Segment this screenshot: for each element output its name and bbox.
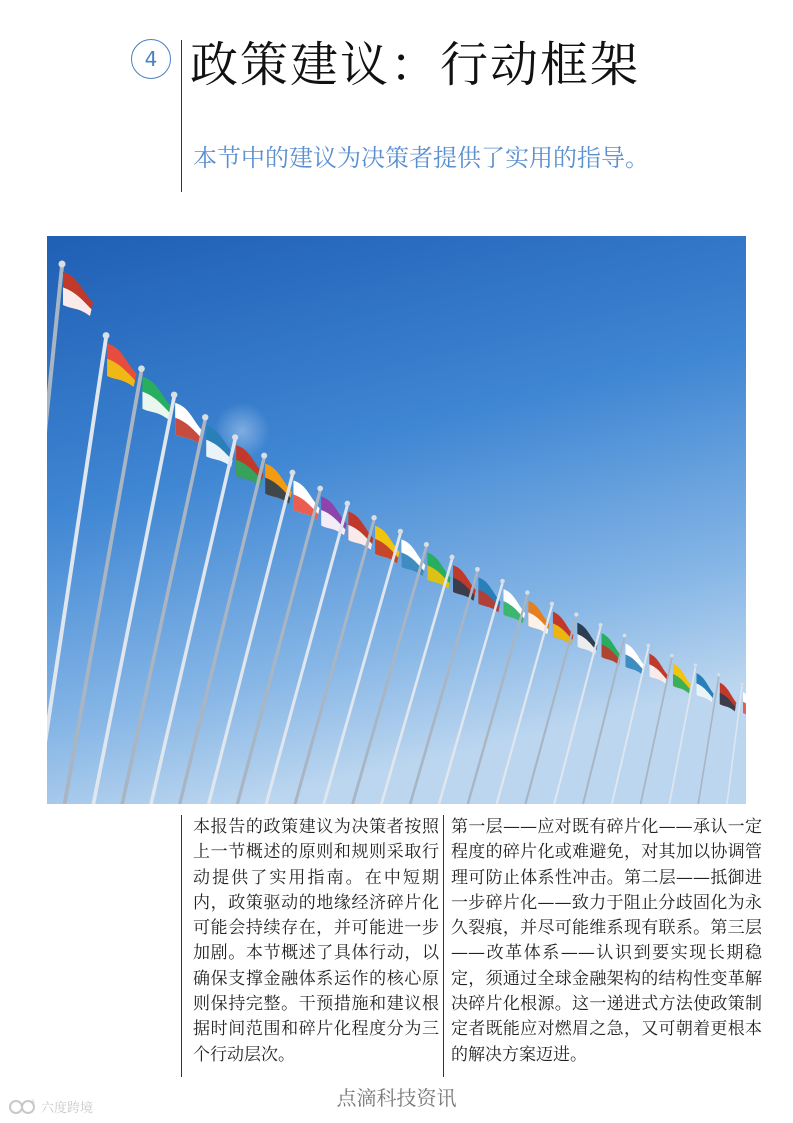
- pole-cap: [317, 486, 323, 492]
- pole-cap: [574, 613, 578, 617]
- pole-cap: [202, 414, 208, 420]
- pole-cap: [103, 332, 110, 339]
- pole-cap: [171, 392, 178, 399]
- section-number-badge: 4: [131, 39, 171, 79]
- pole-cap: [371, 515, 376, 520]
- pole-cap: [450, 555, 455, 560]
- flags-photo: [47, 236, 746, 804]
- pole-cap: [550, 602, 554, 606]
- pole-cap: [475, 567, 480, 572]
- page-title: 政策建议：行动框架: [190, 37, 641, 93]
- pole-cap: [599, 623, 603, 627]
- column-divider-left: [181, 815, 182, 1077]
- header-divider: [181, 40, 182, 192]
- watermark: [8, 1097, 93, 1116]
- watermark-text: 六度跨境: [41, 1101, 94, 1116]
- svg-text:6: 6: [31, 1098, 35, 1106]
- pole-cap: [694, 664, 697, 667]
- sky-background: [47, 236, 746, 804]
- pole-cap: [647, 644, 651, 648]
- source-credit: 点滴科技资讯: [336, 1086, 457, 1110]
- pole-cap: [525, 590, 529, 594]
- pole-cap: [623, 634, 627, 638]
- body-text-left-column: 本报告的政策建议为决策者按照上一节概述的原则和规则采取行动提供了实用指南。在中短期内，政策驱动的地缘经济碎片化可能会持续存在，并可能进一步加剧。本节概述了具体行动，以确保支撑金融体系运作的核心原则保持完整。干预措施和建议根据时间范围和碎片化程度分为三个行动层次。: [193, 817, 439, 1065]
- watermark-logo-icon: [8, 1098, 38, 1116]
- pole-cap: [290, 470, 296, 476]
- pole-cap: [717, 673, 720, 676]
- pole-cap: [232, 434, 238, 440]
- page-subtitle: 本节中的建议为决策者提供了实用的指导。: [193, 144, 649, 172]
- pole-cap: [345, 501, 351, 507]
- pole-cap: [500, 579, 505, 584]
- pole-cap: [670, 654, 673, 657]
- pole-cap: [398, 529, 403, 534]
- pole-cap: [59, 261, 66, 268]
- pole-cap: [261, 453, 267, 459]
- pole-cap: [138, 365, 145, 372]
- pole-cap: [741, 683, 744, 686]
- body-text-right-column: 第一层——应对既有碎片化——承认一定程度的碎片化或难避免，对其加以协调管理可防止体系性冲击。第二层——抵御进一步碎片化——致力于阻止分歧固化为永久裂痕，并尽可能维系现有联系。第三层——改革体系——认识到要实现长期稳定，须通过全球金融架构的结构性变革解决碎片化根源。这一递进式方法使政策制定者既能应对燃眉之急，又可朝着更根本的解决方案迈进。: [451, 817, 762, 1065]
- pole-cap: [424, 542, 429, 547]
- column-divider-middle: [443, 815, 444, 1077]
